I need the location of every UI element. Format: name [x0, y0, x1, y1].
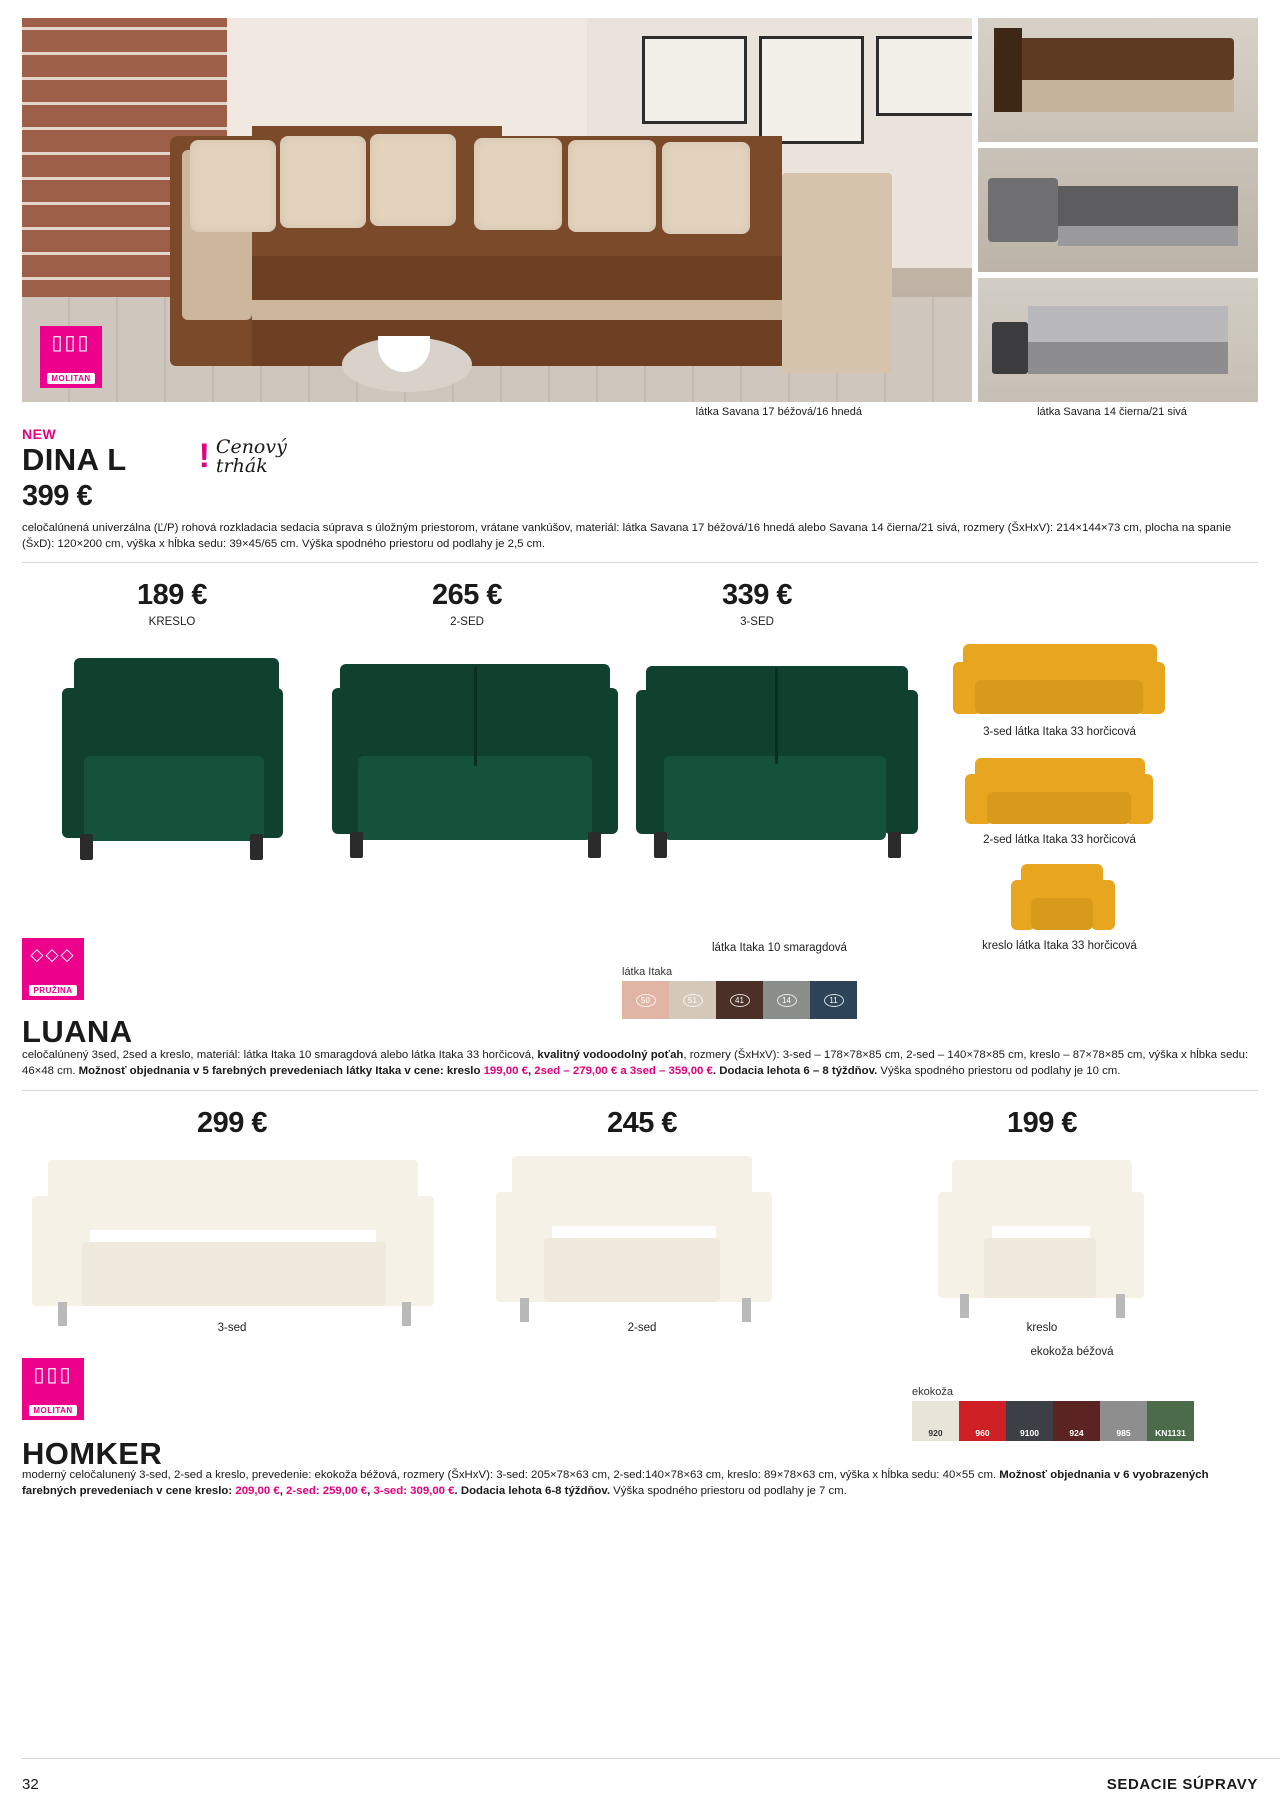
luana-3sed-photo	[632, 636, 922, 896]
description-fragment: Možnosť objednania v 6 vyobrazených farebných prevedeniach v cene kreslo:	[22, 1468, 1209, 1497]
homker-photos	[22, 1146, 1258, 1358]
dina-side-caption: látka Savana 14 čierna/21 sivá	[1037, 406, 1187, 418]
molitan-icon: ▯▯▯	[51, 332, 91, 354]
homker-2sed-price: 245 €	[606, 1106, 678, 1139]
molitan-badge-2: ▯▯▯ MOLITAN	[22, 1358, 84, 1420]
description-fragment: moderný celočalunený 3-sed, 2-sed a kreslo, prevedenie: ekokoža béžová, rozmery (ŠxHxV): 3-sed: 205×78×63 cm, 2-sed:140×78×63 cm, kreslo: 89×78×63 cm, výška x hĺbka sedu: 40×55 cm.	[22, 1468, 1000, 1481]
description-fragment: 2sed – 279,00 € a 3sed – 359,00 €	[534, 1065, 713, 1078]
homker-3sed-label: 3-sed	[217, 1321, 247, 1334]
description-fragment: Výška spodného priestoru od podlahy je 10 cm.	[877, 1065, 1121, 1078]
dina-hero	[22, 18, 1258, 402]
luana-main-caption: látka Itaka 10 smaragdová	[712, 942, 847, 955]
sofa-right-stripe	[502, 300, 782, 320]
swatch-985[interactable]: 985	[1100, 1401, 1147, 1441]
luana-mustard-3sed-photo	[945, 636, 1175, 726]
swatch-50[interactable]: 50	[622, 981, 669, 1019]
luana-title: LUANA	[22, 1014, 133, 1050]
swatch-51[interactable]: 51	[669, 981, 716, 1019]
swatch-924[interactable]: 924	[1053, 1401, 1100, 1441]
luana-2sed-price: 265 €	[431, 579, 503, 612]
cushion	[568, 140, 656, 232]
picture-frames	[642, 36, 972, 144]
luana-mustard-2sed-caption: 2-sed látka Itaka 33 horčicová	[983, 834, 1136, 847]
homker-material-caption: ekokoža béžová	[1030, 1345, 1114, 1358]
swatch-14[interactable]: 14	[763, 981, 810, 1019]
dina-captions	[22, 406, 1258, 418]
description-fragment: kvalitný vodoodolný poťah	[537, 1049, 684, 1062]
molitan-icon: ▯▯▯	[33, 1363, 73, 1386]
price-hit-badge	[199, 438, 287, 476]
luana-description	[22, 1048, 1258, 1079]
page-footer	[22, 1776, 1258, 1793]
swatch-960[interactable]: 960	[959, 1401, 1006, 1441]
dina-side-photo-3	[978, 278, 1258, 402]
description-fragment: Výška spodného priestoru od podlahy je 7 cm.	[610, 1484, 847, 1497]
homker-bottom-strip	[22, 1363, 1258, 1471]
luana-swatch-title: látka Itaka	[622, 966, 673, 979]
description-fragment: celočalúnený 3sed, 2sed a kreslo, materiál: látka Itaka 10 smaragdová alebo látka Itaka 33 horčicová,	[22, 1049, 538, 1062]
luana-3sed-label: 3-SED	[740, 616, 774, 629]
new-label: NEW	[22, 426, 57, 442]
homker-description	[22, 1468, 1258, 1499]
description-fragment: Možnosť objednania v 5 farebných prevedeniach látky Itaka v cene: kreslo	[78, 1065, 484, 1078]
swatch-11[interactable]: 11	[810, 981, 857, 1019]
luana-3sed-price: 339 €	[721, 579, 793, 612]
molitan-badge: ▯▯▯ MOLITAN	[40, 326, 102, 388]
homker-armchair-photo	[842, 1146, 1242, 1358]
cushion	[474, 138, 562, 230]
cushion	[662, 142, 750, 234]
description-fragment: ,	[367, 1484, 374, 1497]
homker-1sed-price: 199 €	[1006, 1106, 1078, 1139]
dina-price: 399 €	[22, 480, 93, 512]
swatch-9100[interactable]: 9100	[1006, 1401, 1053, 1441]
homker-kreslo-label: kreslo	[1026, 1321, 1058, 1334]
homker-2sed-label: 2-sed	[627, 1321, 657, 1334]
swatch-KN1131[interactable]: KN1131	[1147, 1401, 1194, 1441]
homker-title: HOMKER	[22, 1435, 163, 1471]
luana-photos	[22, 636, 1258, 955]
description-fragment: 3-sed: 309,00 €	[373, 1484, 455, 1497]
description-fragment: 2-sed: 259,00 €	[286, 1484, 368, 1497]
dina-side-photos	[978, 18, 1258, 402]
homker-2sed-photo	[442, 1146, 842, 1346]
description-fragment: . Dodacia lehota 6-8 týždňov.	[454, 1484, 611, 1497]
price-hit-line1: Cenový	[215, 436, 287, 458]
dina-side-photo-1	[978, 18, 1258, 142]
cushion	[190, 140, 276, 232]
sofa-left-stripe	[252, 300, 502, 320]
homker-prices	[22, 1107, 1258, 1140]
description-fragment: ,	[279, 1484, 287, 1497]
description-fragment: , rozmery (ŠxHxV): 3-sed – 178×78×85 cm, 2-sed – 140×78×85 cm, kreslo – 87×78×85 cm, výška x hĺbka sedu: 46×48 cm.	[22, 1049, 1249, 1078]
homker-swatches	[912, 1401, 1194, 1441]
luana-2sed-label: 2-SED	[450, 616, 484, 629]
luana-kreslo-label: KRESLO	[148, 616, 196, 629]
luana-mustard-2sed-photo	[945, 750, 1175, 834]
luana-swatch-group	[622, 966, 857, 1019]
description-fragment: . Dodacia lehota 6 – 8 týždňov.	[712, 1065, 878, 1078]
dina-main-photo	[22, 18, 972, 402]
price-hit-line2: trhák	[215, 455, 268, 477]
dina-main-caption: látka Savana 17 béžová/16 hnedá	[695, 406, 862, 418]
page-number: 32	[22, 1776, 39, 1793]
luana-swatches	[622, 981, 857, 1019]
luana-armchair-photo	[22, 636, 322, 896]
swatch-41[interactable]: 41	[716, 981, 763, 1019]
cushion	[370, 134, 456, 226]
dina-description: celočalúnená univerzálna (Ľ/P) rohová rozkladacia sedacia súprava s úložným priestorom, vrátane vankúšov, materiál: látka Savana 17 béžová/16 hnedá alebo Savana 14 čierna/21 sivá, rozmery (ŠxHxV): 214×144×73 cm, plocha na spanie (ŠxD): 120×200 cm, výška x hĺbka sedu: 39×45/65 cm. Výška spodného priestoru od podlahy je 2,5 cm.	[22, 522, 1232, 550]
luana-kreslo-price: 189 €	[136, 579, 208, 612]
luana-prices	[22, 579, 1258, 628]
dina-side-photo-2	[978, 148, 1258, 272]
sofa-right-arm	[782, 173, 892, 373]
luana-mustard-armchair-photo	[945, 858, 1175, 940]
swatch-920[interactable]: 920	[912, 1401, 959, 1441]
luana-mustard-3sed-caption: 3-sed látka Itaka 33 horčicová	[983, 726, 1136, 739]
dina-header	[22, 426, 1258, 513]
homker-swatch-title: ekokoža	[912, 1385, 953, 1398]
homker-3sed-photo	[22, 1146, 442, 1346]
cushion	[280, 136, 366, 228]
luana-mustard-column	[932, 636, 1187, 952]
pruzina-badge: ◇◇◇ PRUŽINA	[22, 938, 84, 1000]
luana-mustard-armchair-caption: kreslo látka Itaka 33 horčicová	[982, 940, 1137, 953]
section-title: SEDACIE SÚPRAVY	[1106, 1776, 1258, 1793]
pruzina-icon: ◇◇◇	[30, 945, 76, 965]
description-fragment: 199,00 €	[483, 1065, 528, 1078]
homker-swatch-group	[912, 1386, 1194, 1441]
homker-3sed-price: 299 €	[196, 1106, 268, 1139]
description-fragment: ,	[527, 1065, 535, 1078]
luana-2sed-photo	[332, 636, 622, 896]
exclamation-icon: !	[198, 437, 210, 476]
description-fragment: 209,00 €	[235, 1484, 280, 1497]
dina-title: DINA L	[22, 442, 127, 477]
